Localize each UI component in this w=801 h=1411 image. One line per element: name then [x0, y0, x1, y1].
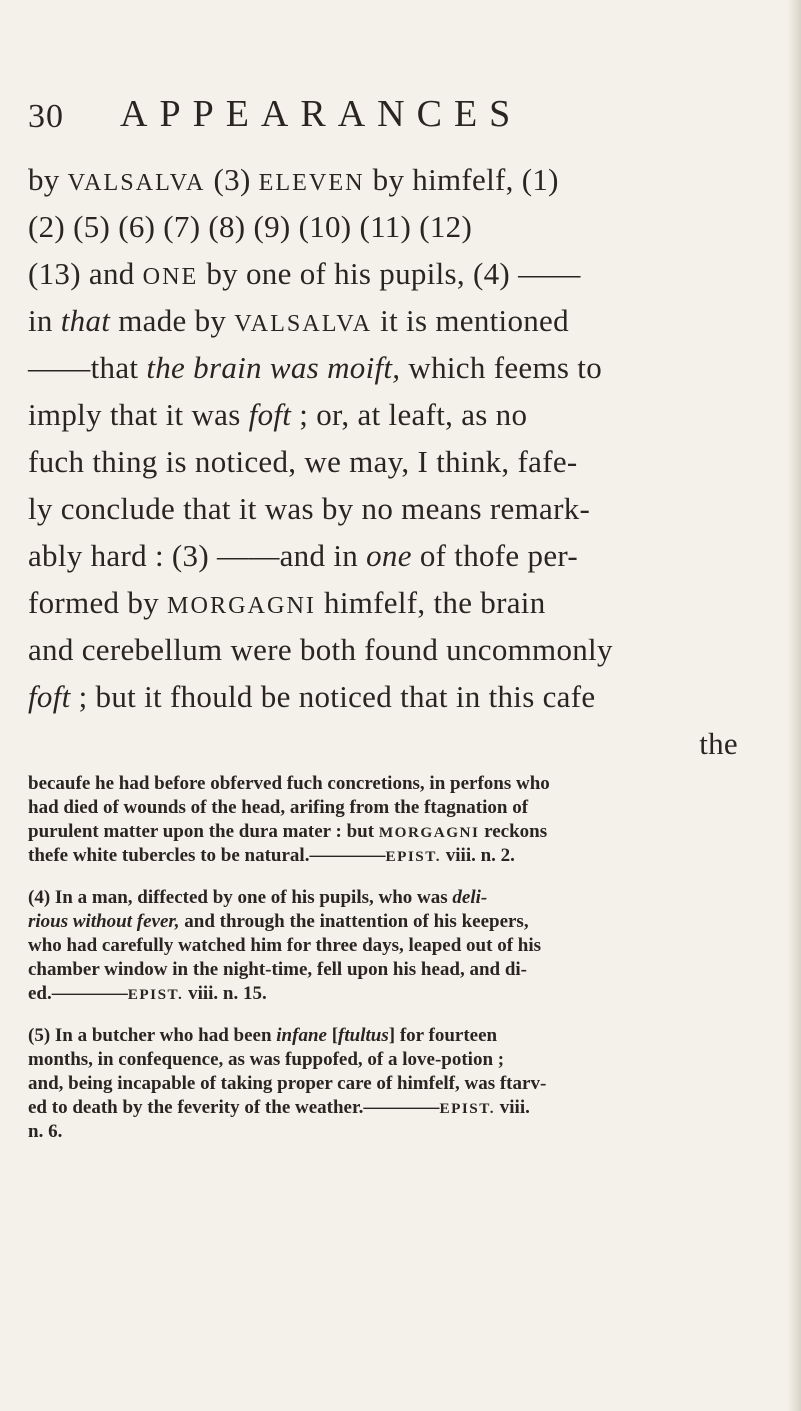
- text-run: viii. n. 15.: [183, 983, 267, 1004]
- footnote: [28, 1024, 768, 1144]
- text-run: (4) In a man, diffected by one of his pupils, who was: [28, 887, 453, 908]
- text-run: reckons: [479, 821, 548, 842]
- footnote-gap: [28, 868, 768, 886]
- text-run: formed by: [28, 585, 168, 620]
- footnote-line: [28, 1072, 768, 1096]
- text-run: becaufe he had before obferved fuch concretions, in perfons who: [28, 773, 550, 794]
- text-run: n. 6.: [28, 1121, 63, 1142]
- text-run: which feems to: [400, 350, 602, 385]
- text-run: who had carefully watched him for three days, leaped out of his: [28, 935, 542, 956]
- catchword: the: [699, 726, 738, 761]
- body-line: [28, 438, 768, 485]
- text-run: had died of wounds of the head, arifing from the ftagnation of: [28, 797, 529, 818]
- body-line: [28, 250, 768, 297]
- text-run: [: [326, 1025, 339, 1046]
- running-head: [28, 92, 728, 140]
- footnote-line: [28, 820, 768, 844]
- footnote-line: [28, 958, 768, 982]
- small-caps-text: VALSALVA: [234, 310, 373, 337]
- text-run: viii. n. 2.: [441, 845, 515, 866]
- small-caps-text: ELEVEN: [258, 169, 365, 196]
- text-run: (3): [205, 162, 259, 197]
- footnote-line: [28, 1120, 768, 1144]
- small-caps-text: EPIST.: [439, 1100, 496, 1117]
- italic-text: ftultus: [338, 1025, 389, 1046]
- text-run: viii.: [495, 1097, 530, 1118]
- small-caps-text: VALSALVA: [67, 169, 206, 196]
- body-line: [28, 203, 768, 250]
- body-line: [28, 297, 768, 344]
- text-run: made by: [110, 303, 235, 338]
- running-title: APPEARANCES: [120, 93, 523, 135]
- text-run: by himfelf, (1): [364, 162, 559, 197]
- text-run: ; or, at leaft, as no: [291, 397, 528, 432]
- small-caps-text: EPIST.: [385, 848, 442, 865]
- italic-text: deli-: [452, 887, 488, 908]
- text-run: ed to death by the feverity of the weather.————: [28, 1097, 440, 1118]
- text-run: by: [28, 162, 68, 197]
- text-run: and, being incapable of taking proper care of himfelf, was ftarv-: [28, 1073, 547, 1094]
- italic-text: foft: [248, 397, 292, 432]
- body-line: [28, 626, 768, 673]
- text-run: ed.————: [28, 983, 128, 1004]
- footnote-line: [28, 1024, 768, 1048]
- italic-text: that: [60, 303, 111, 338]
- text-run: of thofe per-: [411, 538, 579, 573]
- text-run: and cerebellum were both found uncommonly: [28, 632, 613, 667]
- footnote-line: [28, 910, 768, 934]
- footnote-line: [28, 796, 768, 820]
- footnote-line: [28, 844, 768, 868]
- italic-text: foft: [28, 679, 71, 714]
- footnote: [28, 772, 768, 868]
- body-line: [28, 344, 768, 391]
- text-run: (2) (5) (6) (7) (8) (9) (10) (11) (12): [28, 209, 473, 244]
- footnote-line: [28, 1096, 768, 1120]
- text-run: and through the inattention of his keepers,: [179, 911, 529, 932]
- text-run: thefe white tubercles to be natural.————: [28, 845, 386, 866]
- small-caps-text: EPIST.: [127, 986, 184, 1003]
- text-run: it is mentioned: [372, 303, 569, 338]
- italic-text: infane: [276, 1025, 327, 1046]
- text-run: imply that it was: [28, 397, 249, 432]
- text-run: ably hard : (3) ——and in: [28, 538, 367, 573]
- body-line: [28, 156, 768, 203]
- page-number: 30: [28, 98, 64, 135]
- text-run: (13) and: [28, 256, 143, 291]
- text-run: himfelf, the brain: [315, 585, 546, 620]
- footnote-line: [28, 886, 768, 910]
- footnotes: [28, 772, 768, 1144]
- footnote-gap: [28, 1006, 768, 1024]
- text-run: (5) In a butcher who had been: [28, 1025, 277, 1046]
- body-line: [28, 532, 768, 579]
- italic-text: one: [366, 538, 412, 573]
- italic-text: the brain was moift,: [146, 350, 401, 385]
- text-run: ——that: [28, 350, 147, 385]
- footnote-line: [28, 982, 768, 1006]
- text-run: ; but it fhould be noticed that in this cafe: [70, 679, 596, 714]
- small-caps-text: MORGAGNI: [167, 592, 316, 619]
- footnote: [28, 886, 768, 1006]
- text-run: ly conclude that it was by no means remark-: [28, 491, 591, 526]
- text-run: by one of his pupils, (4) ——: [198, 256, 581, 291]
- text-run: fuch thing is noticed, we may, I think, fafe-: [28, 444, 578, 479]
- body-line: [28, 579, 768, 626]
- page-edge-shadow: [787, 0, 801, 1411]
- footnote-line: [28, 934, 768, 958]
- text-run: chamber window in the night-time, fell upon his head, and di-: [28, 959, 528, 980]
- text-run: ] for fourteen: [388, 1025, 498, 1046]
- text-run: purulent matter upon the dura mater : but: [28, 821, 379, 842]
- body-line: [28, 391, 768, 438]
- body-line: [28, 485, 768, 532]
- body-line: [28, 673, 768, 720]
- text-run: months, in confequence, as was fuppofed, of a love-potion ;: [28, 1049, 505, 1070]
- footnote-line: [28, 772, 768, 796]
- italic-text: rious without fever,: [28, 911, 180, 932]
- footnote-line: [28, 1048, 768, 1072]
- main-text: [28, 156, 768, 767]
- small-caps-text: ONE: [142, 263, 199, 290]
- text-run: in: [28, 303, 61, 338]
- small-caps-text: MORGAGNI: [378, 824, 480, 841]
